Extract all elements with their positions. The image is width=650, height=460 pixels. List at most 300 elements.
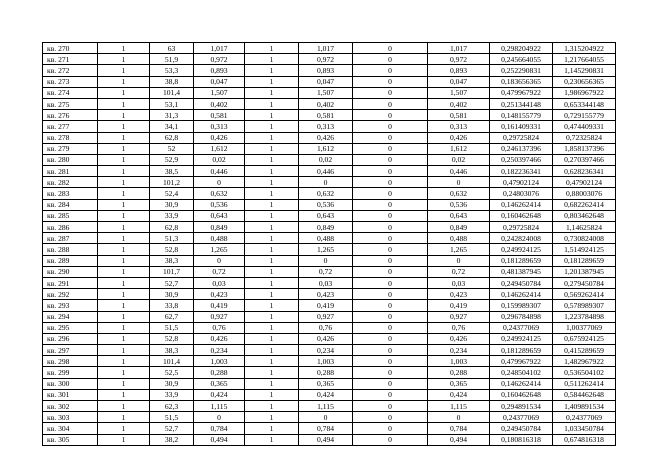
table-cell: 0,146262414	[490, 289, 553, 300]
table-row	[43, 199, 616, 210]
table-row	[43, 210, 616, 221]
table-cell: 1,115	[194, 401, 245, 412]
table-cell: 0	[299, 177, 353, 188]
table-cell: 0,446	[299, 166, 353, 177]
table-cell: 1	[245, 76, 299, 87]
table-cell: 0,24377069	[490, 412, 553, 423]
table-cell: 0,584462648	[553, 389, 616, 400]
table-cell: 0,481387945	[490, 266, 553, 277]
table-cell: 0	[353, 412, 428, 423]
table-cell: 0,578989307	[553, 300, 616, 311]
table-row	[43, 266, 616, 277]
table-cell: 1	[245, 289, 299, 300]
table-cell: 0	[353, 87, 428, 98]
table-cell: 0	[353, 233, 428, 244]
table-cell: 1	[98, 98, 150, 109]
table-cell: 62,7	[150, 311, 194, 322]
table-cell: 1	[98, 266, 150, 277]
table-cell: 0	[353, 378, 428, 389]
table-cell: 0,536	[299, 199, 353, 210]
table-cell: 0,245664055	[490, 54, 553, 65]
table-cell: 101,4	[150, 356, 194, 367]
table-cell: 1	[98, 412, 150, 423]
table-cell: 1	[98, 154, 150, 165]
table-cell: 0	[353, 289, 428, 300]
table-cell: 0,581	[428, 110, 490, 121]
table-cell: 1,514924125	[553, 244, 616, 255]
table-row	[43, 76, 616, 87]
table-cell: 0,682262414	[553, 199, 616, 210]
table-cell: 0	[353, 356, 428, 367]
table-cell: 0,182236341	[490, 166, 553, 177]
table-cell: 1	[245, 333, 299, 344]
table-cell: 0,581	[194, 110, 245, 121]
table-cell: 1	[98, 143, 150, 154]
table-cell: 52,7	[150, 423, 194, 434]
table-cell: 0	[353, 143, 428, 154]
table-cell: 1	[245, 222, 299, 233]
table-cell: 0	[353, 300, 428, 311]
table-cell: 30,9	[150, 289, 194, 300]
table-cell: 0,252290831	[490, 65, 553, 76]
table-cell: 1,858137396	[553, 143, 616, 154]
table-cell: 1,003	[428, 356, 490, 367]
table-cell: 101,4	[150, 87, 194, 98]
table-cell: 1	[98, 65, 150, 76]
table-cell: 0	[194, 177, 245, 188]
table-cell: 1	[98, 401, 150, 412]
table-cell: 0,234	[299, 345, 353, 356]
table-cell: 0,313	[194, 121, 245, 132]
table-cell: 0,426	[428, 333, 490, 344]
table-cell: 1	[245, 87, 299, 98]
table-cell: 0,29725824	[490, 132, 553, 143]
table-row	[43, 121, 616, 132]
table-cell: 0,426	[194, 132, 245, 143]
table-cell: 0	[353, 255, 428, 266]
table-cell: 0,76	[194, 322, 245, 333]
table-cell: 0	[353, 322, 428, 333]
table-cell: 0,402	[428, 98, 490, 109]
table-cell: 1	[98, 244, 150, 255]
table-cell: 0,146262414	[490, 199, 553, 210]
table-cell: 0,494	[194, 434, 245, 445]
table-cell: 0	[353, 333, 428, 344]
apartment-label-cell: кв. 291	[43, 277, 98, 288]
apartment-label-cell: кв. 280	[43, 154, 98, 165]
table-cell: 0,784	[194, 423, 245, 434]
table-cell: 33,8	[150, 300, 194, 311]
table-cell: 0,249450784	[490, 277, 553, 288]
table-cell: 0,288	[299, 367, 353, 378]
table-cell: 1	[98, 434, 150, 445]
table-cell: 0,248504102	[490, 367, 553, 378]
table-cell: 0	[353, 401, 428, 412]
table-cell: 0,426	[428, 132, 490, 143]
table-cell: 0,426	[299, 132, 353, 143]
table-cell: 0,536504102	[553, 367, 616, 378]
table-cell: 0,180816318	[490, 434, 553, 445]
table-row	[43, 166, 616, 177]
table-cell: 1	[245, 199, 299, 210]
table-cell: 0,76	[428, 322, 490, 333]
table-cell: 0	[353, 345, 428, 356]
table-row	[43, 188, 616, 199]
table-cell: 1	[245, 423, 299, 434]
table-row	[43, 87, 616, 98]
table-cell: 0,536	[194, 199, 245, 210]
apartment-label-cell: кв. 302	[43, 401, 98, 412]
table-cell: 0,488	[299, 233, 353, 244]
table-cell: 0,849	[194, 222, 245, 233]
table-cell: 38,3	[150, 255, 194, 266]
table-cell: 0,488	[428, 233, 490, 244]
table-row	[43, 289, 616, 300]
table-cell: 0,927	[194, 311, 245, 322]
table-cell: 0,313	[428, 121, 490, 132]
table-cell: 0,424	[299, 389, 353, 400]
table-cell: 1	[245, 54, 299, 65]
table-cell: 0,893	[299, 65, 353, 76]
table-cell: 0	[353, 389, 428, 400]
table-row	[43, 277, 616, 288]
table-cell: 0	[353, 177, 428, 188]
table-cell: 0,365	[299, 378, 353, 389]
table-cell: 51,3	[150, 233, 194, 244]
apartment-label-cell: кв. 283	[43, 188, 98, 199]
apartment-label-cell: кв. 270	[43, 43, 98, 54]
table-cell: 0,423	[428, 289, 490, 300]
table-cell: 53,1	[150, 98, 194, 109]
table-cell: 1	[98, 345, 150, 356]
table-cell: 0	[353, 210, 428, 221]
table-cell: 1,017	[194, 43, 245, 54]
table-cell: 0,03	[194, 277, 245, 288]
table-cell: 1	[98, 132, 150, 143]
table-cell: 0,972	[428, 54, 490, 65]
table-cell: 0,03	[299, 277, 353, 288]
table-cell: 0,893	[428, 65, 490, 76]
table-cell: 0,784	[299, 423, 353, 434]
table-cell: 1	[98, 311, 150, 322]
table-cell: 1	[98, 222, 150, 233]
table-cell: 38,5	[150, 166, 194, 177]
table-cell: 1	[98, 277, 150, 288]
table-cell: 1,033450784	[553, 423, 616, 434]
table-cell: 0,446	[428, 166, 490, 177]
apartment-label-cell: кв. 281	[43, 166, 98, 177]
table-cell: 1,315204922	[553, 43, 616, 54]
table-row	[43, 110, 616, 121]
table-cell: 0,88003076	[553, 188, 616, 199]
table-cell: 1	[98, 289, 150, 300]
table-row	[43, 378, 616, 389]
apartment-label-cell: кв. 305	[43, 434, 98, 445]
table-row	[43, 333, 616, 344]
table-cell: 0	[353, 434, 428, 445]
table-cell: 0	[353, 110, 428, 121]
apartment-label-cell: кв. 300	[43, 378, 98, 389]
table-cell: 0,72	[194, 266, 245, 277]
table-cell: 0,181289659	[553, 255, 616, 266]
table-cell: 52,7	[150, 277, 194, 288]
table-cell: 1	[98, 87, 150, 98]
table-cell: 0,03	[428, 277, 490, 288]
table-cell: 0,72	[299, 266, 353, 277]
table-cell: 0,72325824	[553, 132, 616, 143]
table-cell: 0,426	[194, 333, 245, 344]
table-cell: 1	[245, 345, 299, 356]
table-cell: 1	[245, 367, 299, 378]
table-cell: 0	[428, 177, 490, 188]
table-cell: 0,234	[194, 345, 245, 356]
table-cell: 0,927	[428, 311, 490, 322]
table-cell: 0,479967922	[490, 87, 553, 98]
table-cell: 0,181289659	[490, 255, 553, 266]
table-cell: 0,279450784	[553, 277, 616, 288]
table-cell: 0,242824008	[490, 233, 553, 244]
table-cell: 1	[245, 65, 299, 76]
apartment-label-cell: кв. 296	[43, 333, 98, 344]
table-cell: 1,265	[299, 244, 353, 255]
table-cell: 0,424	[194, 389, 245, 400]
apartment-label-cell: кв. 293	[43, 300, 98, 311]
table-cell: 63	[150, 43, 194, 54]
table-cell: 0,159989307	[490, 300, 553, 311]
table-cell: 0,849	[299, 222, 353, 233]
table-cell: 0,161409331	[490, 121, 553, 132]
table-cell: 1	[245, 434, 299, 445]
apartment-label-cell: кв. 295	[43, 322, 98, 333]
table-cell: 1	[98, 300, 150, 311]
table-cell: 0,313	[299, 121, 353, 132]
apartment-label-cell: кв. 304	[43, 423, 98, 434]
table-cell: 0,653344148	[553, 98, 616, 109]
table-cell: 1,507	[299, 87, 353, 98]
table-cell: 0,183656365	[490, 76, 553, 87]
table-cell: 0,632	[194, 188, 245, 199]
table-cell: 0,784	[428, 423, 490, 434]
table-cell: 0,234	[428, 345, 490, 356]
table-row	[43, 222, 616, 233]
table-cell: 0,632	[428, 188, 490, 199]
table-cell: 0,419	[194, 300, 245, 311]
table-cell: 1	[98, 54, 150, 65]
table-cell: 1,017	[428, 43, 490, 54]
table-cell: 1,115	[299, 401, 353, 412]
table-row	[43, 177, 616, 188]
table-cell: 0	[194, 412, 245, 423]
table-cell: 1	[98, 210, 150, 221]
table-cell: 0,251344148	[490, 98, 553, 109]
table-cell: 1,482967922	[553, 356, 616, 367]
table-cell: 0,249450784	[490, 423, 553, 434]
table-cell: 1	[245, 98, 299, 109]
table-cell: 1	[98, 166, 150, 177]
table-cell: 0,419	[299, 300, 353, 311]
table-cell: 1	[245, 311, 299, 322]
table-cell: 0	[353, 423, 428, 434]
table-cell: 0,24803076	[490, 188, 553, 199]
table-cell: 0,402	[194, 98, 245, 109]
table-cell: 52,4	[150, 188, 194, 199]
table-cell: 62,8	[150, 222, 194, 233]
apartment-label-cell: кв. 292	[43, 289, 98, 300]
apartment-label-cell: кв. 297	[43, 345, 98, 356]
table-cell: 1	[245, 322, 299, 333]
table-row	[43, 244, 616, 255]
table-cell: 0,246137396	[490, 143, 553, 154]
table-cell: 34,1	[150, 121, 194, 132]
table-cell: 0,581	[299, 110, 353, 121]
table-cell: 101,7	[150, 266, 194, 277]
table-cell: 1	[98, 255, 150, 266]
table-cell: 0,230656365	[553, 76, 616, 87]
apartment-label-cell: кв. 285	[43, 210, 98, 221]
table-cell: 0,298204922	[490, 43, 553, 54]
table-cell: 38,2	[150, 434, 194, 445]
apartment-label-cell: кв. 284	[43, 199, 98, 210]
table-row	[43, 300, 616, 311]
table-cell: 1	[98, 43, 150, 54]
table-cell: 0,76	[299, 322, 353, 333]
table-cell: 1	[245, 233, 299, 244]
table-cell: 1,003	[194, 356, 245, 367]
table-cell: 0,488	[194, 233, 245, 244]
table-cell: 1	[245, 188, 299, 199]
table-row	[43, 154, 616, 165]
table-cell: 30,9	[150, 199, 194, 210]
table-cell: 0,47902124	[553, 177, 616, 188]
table-cell: 0,675924125	[553, 333, 616, 344]
table-cell: 0,972	[194, 54, 245, 65]
table-row	[43, 54, 616, 65]
apartment-label-cell: кв. 286	[43, 222, 98, 233]
table-cell: 51,5	[150, 322, 194, 333]
spreadsheet-page	[42, 42, 615, 446]
table-cell: 1	[245, 43, 299, 54]
table-cell: 0,24377069	[553, 412, 616, 423]
table-cell: 0	[353, 188, 428, 199]
table-cell: 0,148155779	[490, 110, 553, 121]
table-cell: 1	[98, 199, 150, 210]
table-cell: 0	[353, 367, 428, 378]
apartment-label-cell: кв. 290	[43, 266, 98, 277]
table-cell: 1,612	[299, 143, 353, 154]
table-cell: 0,494	[299, 434, 353, 445]
table-cell: 38,8	[150, 76, 194, 87]
table-cell: 0,249924125	[490, 244, 553, 255]
table-cell: 0,803462648	[553, 210, 616, 221]
table-cell: 0,365	[428, 378, 490, 389]
table-cell: 30,9	[150, 378, 194, 389]
table-cell: 0,02	[194, 154, 245, 165]
table-cell: 62,8	[150, 132, 194, 143]
table-cell: 0,893	[194, 65, 245, 76]
table-cell: 1	[245, 412, 299, 423]
table-cell: 62,3	[150, 401, 194, 412]
table-cell: 0,632	[299, 188, 353, 199]
table-cell: 0	[353, 43, 428, 54]
table-cell: 0,972	[299, 54, 353, 65]
table-row	[43, 412, 616, 423]
table-cell: 1,265	[428, 244, 490, 255]
table-cell: 1	[245, 154, 299, 165]
table-cell: 1,265	[194, 244, 245, 255]
table-cell: 0,643	[194, 210, 245, 221]
table-row	[43, 423, 616, 434]
table-cell: 0,270397466	[553, 154, 616, 165]
table-row	[43, 322, 616, 333]
table-cell: 1,217664055	[553, 54, 616, 65]
table-cell: 0,72	[428, 266, 490, 277]
table-cell: 1	[245, 300, 299, 311]
table-cell: 0	[194, 255, 245, 266]
apartment-label-cell: кв. 301	[43, 389, 98, 400]
table-row	[43, 356, 616, 367]
table-cell: 1	[245, 277, 299, 288]
table-cell: 0	[353, 222, 428, 233]
table-cell: 1,409891534	[553, 401, 616, 412]
table-cell: 0,294891534	[490, 401, 553, 412]
table-cell: 0,415289659	[553, 345, 616, 356]
table-cell: 1	[98, 356, 150, 367]
table-cell: 101,2	[150, 177, 194, 188]
apartment-label-cell: кв. 273	[43, 76, 98, 87]
apartment-label-cell: кв. 275	[43, 98, 98, 109]
table-cell: 0,474409331	[553, 121, 616, 132]
table-cell: 0	[353, 65, 428, 76]
table-cell: 0,628236341	[553, 166, 616, 177]
table-cell: 0,249924125	[490, 333, 553, 344]
table-cell: 1	[98, 76, 150, 87]
table-cell: 0,511262414	[553, 378, 616, 389]
table-cell: 0	[353, 132, 428, 143]
table-cell: 0,47902124	[490, 177, 553, 188]
table-cell: 1,507	[194, 87, 245, 98]
table-row	[43, 98, 616, 109]
table-cell: 33,9	[150, 389, 194, 400]
table-cell: 1	[245, 356, 299, 367]
table-cell: 1	[245, 401, 299, 412]
table-cell: 0,479967922	[490, 356, 553, 367]
table-row	[43, 143, 616, 154]
apartment-label-cell: кв. 278	[43, 132, 98, 143]
table-cell: 1,003	[299, 356, 353, 367]
table-row	[43, 255, 616, 266]
table-cell: 1,986967922	[553, 87, 616, 98]
table-cell: 1	[245, 166, 299, 177]
table-cell: 1	[98, 188, 150, 199]
table-cell: 1	[98, 322, 150, 333]
table-cell: 0	[353, 199, 428, 210]
table-row	[43, 43, 616, 54]
table-cell: 0,160462648	[490, 389, 553, 400]
apartment-label-cell: кв. 271	[43, 54, 98, 65]
table-cell: 1	[245, 255, 299, 266]
table-cell: 1	[98, 389, 150, 400]
table-cell: 0,423	[194, 289, 245, 300]
apartment-label-cell: кв. 294	[43, 311, 98, 322]
table-cell: 0,446	[194, 166, 245, 177]
table-cell: 51,5	[150, 412, 194, 423]
table-cell: 0	[353, 54, 428, 65]
table-row	[43, 132, 616, 143]
table-cell: 0,365	[194, 378, 245, 389]
table-cell: 52,8	[150, 244, 194, 255]
table-cell: 0	[428, 255, 490, 266]
table-cell: 0,24377069	[490, 322, 553, 333]
